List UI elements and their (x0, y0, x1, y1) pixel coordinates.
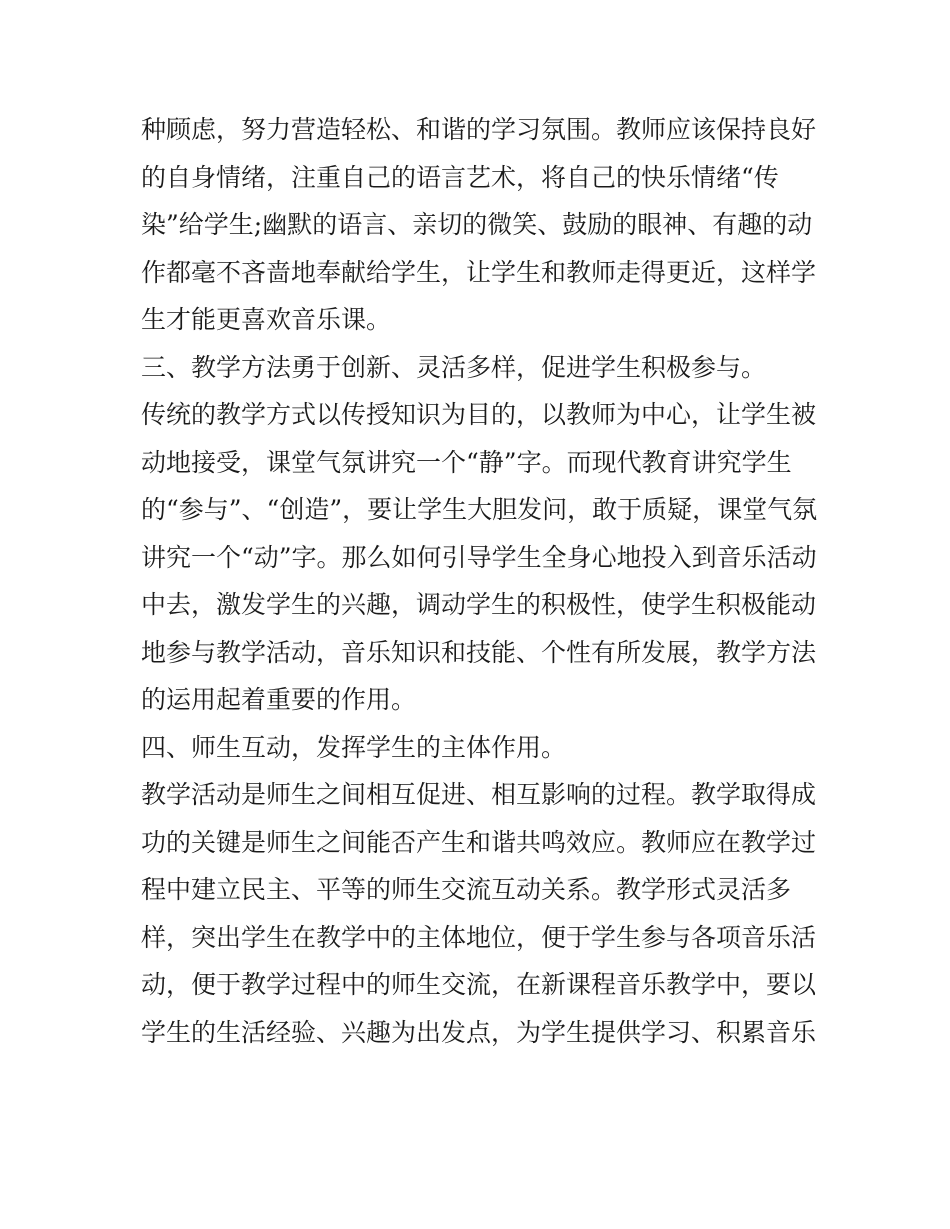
text-line: 教学活动是师生之间相互促进、相互影响的过程。教学取得成 (141, 780, 817, 809)
text-line: 功的关键是师生之间能否产生和谐共鸣效应。教师应在教学过 (141, 827, 817, 857)
text-line: 地参与教学活动，音乐知识和技能、个性有所发展，教学方法 (141, 637, 817, 667)
text-line: 染”给学生;幽默的语言、亲切的微笑、鼓励的眼神、有趣的动 (141, 210, 813, 239)
text-line: 中去，激发学生的兴趣，调动学生的积极性，使学生积极能动 (141, 590, 817, 619)
text-line: 的“参与”、“创造”，要让学生大胆发问，敢于质疑，课堂气氛 (141, 495, 818, 524)
text-line: 作都毫不吝啬地奉献给学生，让学生和教师走得更近，这样学 (141, 257, 817, 287)
text-line: 学生的生活经验、兴趣为出发点，为学生提供学习、积累音乐 (141, 1017, 817, 1047)
text-line: 种顾虑，努力营造轻松、和谐的学习氛围。教师应该保持良好 (141, 115, 817, 144)
text-line: 动，便于教学过程中的师生交流，在新课程音乐教学中，要以 (141, 970, 817, 999)
text-line: 的运用起着重要的作用。 (141, 685, 417, 714)
section-heading-4: 四、师生互动，发挥学生的主体作用。 (141, 732, 567, 762)
text-line: 传统的教学方式以传授知识为目的，以教师为中心，让学生被 (141, 400, 817, 429)
text-line: 程中建立民主、平等的师生交流互动关系。教学形式灵活多 (141, 875, 792, 904)
text-line: 动地接受，课堂气氛讲究一个“静”字。而现代教育讲究学生 (141, 447, 792, 477)
body-text (141, 106, 821, 1056)
text-line: 讲究一个“动”字。那么如何引导学生全身心地投入到音乐活动 (141, 542, 817, 572)
text-line: 样，突出学生在教学中的主体地位，便于学生参与各项音乐活 (141, 922, 817, 952)
text-line: 的自身情绪，注重自己的语言艺术，将自己的快乐情绪“传 (141, 162, 779, 192)
text-line: 生才能更喜欢音乐课。 (141, 305, 392, 334)
section-heading-3: 三、教学方法勇于创新、灵活多样，促进学生积极参与。 (141, 352, 767, 382)
